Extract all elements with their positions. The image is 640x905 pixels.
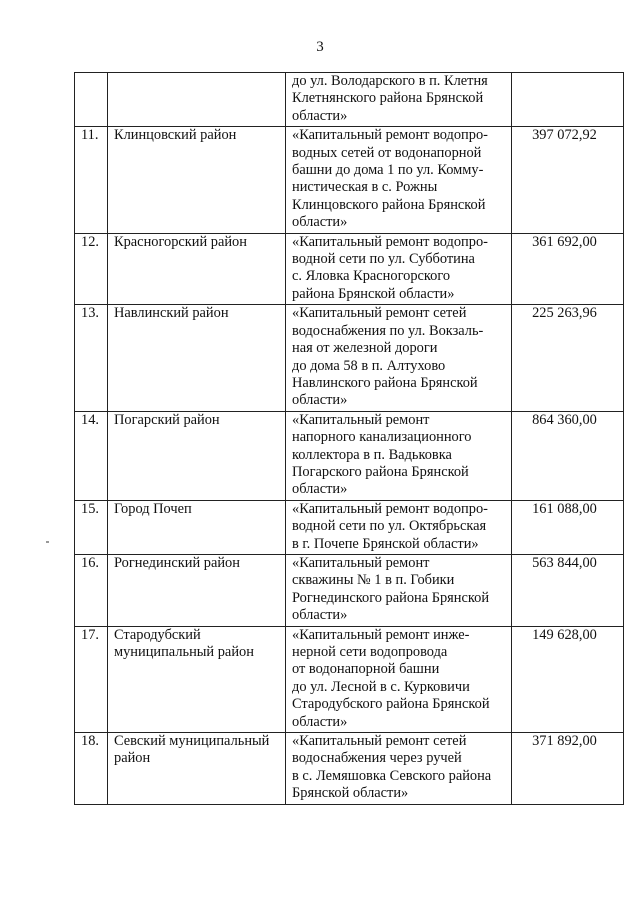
row-number: 18. [81, 733, 99, 750]
object-description-cell [286, 73, 512, 127]
object-description-line: «Капитальный ремонт инже- [292, 626, 470, 643]
object-description-cell [286, 233, 512, 305]
object-description-line: башни до дома 1 по ул. Комму- [292, 162, 484, 179]
district-cell [108, 233, 286, 305]
object-description-line: района Брянской области» [292, 285, 455, 302]
object-description-cell [286, 626, 512, 732]
object-description-line: области» [292, 214, 348, 231]
object-description-cell [286, 127, 512, 233]
table-row [75, 411, 624, 500]
district-name-line: Навлинский район [114, 305, 229, 322]
district-cell [108, 305, 286, 411]
amount-value: 161 088,00 [532, 500, 597, 517]
amount-cell [512, 233, 624, 305]
table-row [75, 127, 624, 233]
object-description-line: области» [292, 481, 348, 498]
object-description-line: водной сети по ул. Октябрьская [292, 518, 487, 535]
amount-value: 361 692,00 [532, 233, 597, 250]
district-name-line: Город Почеп [114, 500, 192, 517]
object-description-line: «Капитальный ремонт сетей [292, 305, 467, 322]
object-description-line: Рогнединского района Брянской [292, 589, 490, 606]
object-description-line: области» [292, 392, 348, 409]
object-description-line: Погарского района Брянской [292, 463, 469, 480]
object-description-line: напорного канализационного [292, 429, 472, 446]
object-description-line: водных сетей от водонапорной [292, 144, 482, 161]
object-description-cell [286, 733, 512, 805]
district-name-line: район [114, 750, 151, 767]
object-description-line: в г. Почепе Брянской области» [292, 535, 479, 552]
object-description-line: коллектора в п. Вадьковка [292, 446, 452, 463]
projects-table [74, 72, 624, 805]
district-cell [108, 554, 286, 626]
row-number: 11. [81, 127, 99, 144]
object-description-line: «Капитальный ремонт сетей [292, 733, 467, 750]
amount-cell [512, 733, 624, 805]
district-cell [108, 73, 286, 127]
table-row [75, 733, 624, 805]
object-description-line: нерной сети водопровода [292, 644, 448, 660]
table-row [75, 233, 624, 305]
row-number-cell [75, 500, 108, 554]
amount-cell [512, 127, 624, 233]
district-name-line: муниципальный район [114, 644, 254, 660]
district-name-line: Стародубский [114, 626, 201, 643]
object-description-line: водоснабжения по ул. Вокзаль- [292, 322, 484, 339]
object-description-line: с. Яловка Красногорского [292, 268, 451, 285]
object-description-line: Клинцовского района Брянской [292, 196, 486, 213]
table-row [75, 626, 624, 732]
table-row [75, 500, 624, 554]
row-number: 13. [81, 305, 99, 322]
district-name-line: Красногорский район [114, 233, 247, 250]
object-description-line: «Капитальный ремонт водопро- [292, 233, 488, 250]
amount-cell [512, 500, 624, 554]
row-number-cell [75, 127, 108, 233]
amount-cell [512, 73, 624, 127]
object-description-line: области» [292, 607, 348, 624]
row-number-cell [75, 233, 108, 305]
object-description-line: водной сети по ул. Субботина [292, 251, 475, 268]
object-description-line: Брянской области» [292, 785, 409, 802]
row-number-cell [75, 305, 108, 411]
object-description-line: области» [292, 107, 348, 124]
district-name-line: Погарский район [114, 411, 220, 428]
object-description-line: до ул. Лесной в с. Курковичи [292, 678, 470, 695]
amount-cell [512, 626, 624, 732]
district-cell [108, 733, 286, 805]
amount-value: 563 844,00 [532, 554, 597, 571]
object-description-line: Клетнянского района Брянской [292, 90, 484, 107]
object-description-line: в с. Лемяшовка Севского района [292, 767, 492, 784]
row-number: 15. [81, 500, 99, 517]
row-number: 17. [81, 626, 99, 643]
amount-cell [512, 554, 624, 626]
page-number: 3 [316, 39, 324, 55]
object-description-cell [286, 411, 512, 500]
district-name-line: Клинцовский район [114, 127, 237, 144]
object-description-line: водоснабжения через ручей [292, 750, 462, 767]
object-description-line: до дома 58 в п. Алтухово [292, 357, 446, 374]
district-cell [108, 500, 286, 554]
row-number: 16. [81, 554, 99, 571]
row-number-cell [75, 411, 108, 500]
amount-cell [512, 305, 624, 411]
amount-value: 397 072,92 [532, 127, 597, 144]
margin-mark [46, 541, 49, 543]
table-row [75, 305, 624, 411]
object-description-cell [286, 500, 512, 554]
object-description-line: «Капитальный ремонт водопро- [292, 127, 488, 144]
object-description-line: от водонапорной башни [292, 661, 440, 678]
object-description-line: до ул. Володарского в п. Клетня [292, 73, 488, 89]
amount-cell [512, 411, 624, 500]
object-description-line: нистическая в с. Рожны [292, 179, 438, 196]
object-description-cell [286, 305, 512, 411]
district-cell [108, 127, 286, 233]
row-number: 14. [81, 411, 99, 428]
district-name-line: Рогнединский район [114, 554, 240, 571]
row-number-cell [75, 73, 108, 127]
object-description-line: ная от железной дороги [292, 340, 438, 357]
object-description-line: скважины № 1 в п. Гобики [292, 572, 455, 589]
amount-value: 149 628,00 [532, 626, 597, 643]
object-description-line: Стародубского района Брянской [292, 696, 490, 713]
district-cell [108, 411, 286, 500]
table-row [75, 73, 624, 127]
object-description-line: «Капитальный ремонт [292, 411, 430, 428]
amount-value: 225 263,96 [532, 305, 597, 322]
amount-value: 864 360,00 [532, 411, 597, 428]
object-description-line: «Капитальный ремонт [292, 554, 430, 571]
object-description-line: Навлинского района Брянской [292, 374, 478, 391]
object-description-cell [286, 554, 512, 626]
district-name-line: Севский муниципальный [114, 733, 270, 750]
object-description-line: области» [292, 713, 348, 730]
district-cell [108, 626, 286, 732]
table-body [75, 73, 624, 805]
row-number-cell [75, 626, 108, 732]
table-row [75, 554, 624, 626]
row-number-cell [75, 554, 108, 626]
row-number: 12. [81, 233, 99, 250]
amount-value: 371 892,00 [532, 733, 597, 750]
object-description-line: «Капитальный ремонт водопро- [292, 500, 488, 517]
row-number-cell [75, 733, 108, 805]
